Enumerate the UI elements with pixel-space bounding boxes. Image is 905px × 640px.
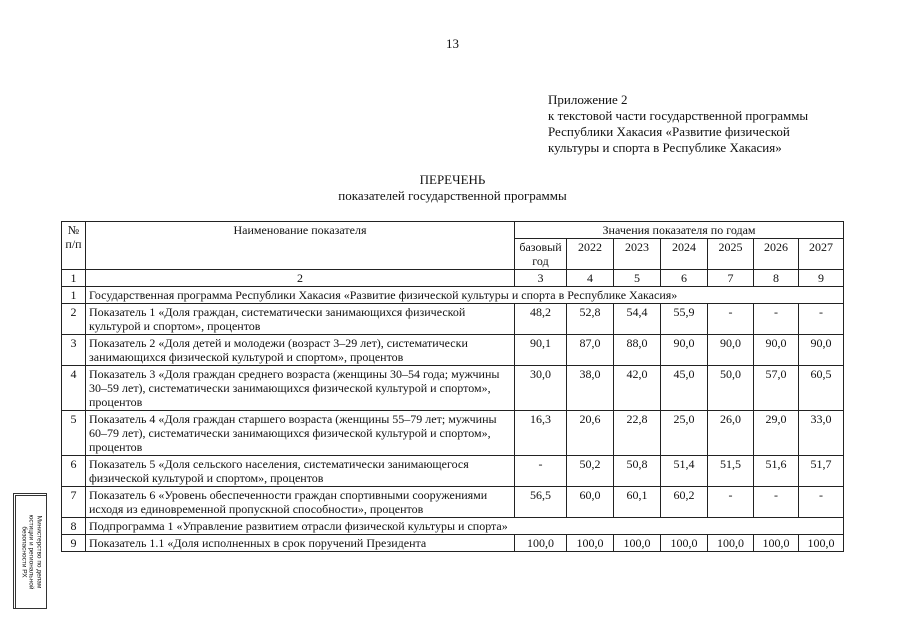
- value-cell: 16,3: [515, 411, 567, 456]
- value-cell: 90,0: [754, 335, 799, 366]
- appendix-line: Республики Хакасия «Развитие физической: [548, 124, 790, 139]
- row-num: 6: [62, 456, 86, 487]
- header-year: 2022: [567, 239, 614, 270]
- value-cell: 50,8: [614, 456, 661, 487]
- row-num: 1: [62, 287, 86, 304]
- stamp-line: юстиции и региональной: [27, 514, 35, 590]
- section-title: Государственная программа Республики Хакасия «Развитие физической культуры и спорта в Республике Хакасия»: [86, 287, 844, 304]
- row-num: 7: [62, 487, 86, 518]
- header-year: базовый год: [515, 239, 567, 270]
- column-number: 2: [86, 270, 515, 287]
- stamp-line: безопасности РХ: [20, 526, 28, 578]
- value-cell: -: [754, 304, 799, 335]
- value-cell: 52,8: [567, 304, 614, 335]
- page-number: 13: [446, 36, 459, 51]
- indicator-name: Показатель 1 «Доля граждан, систематически занимающихся физической культурой и спортом», процентов: [86, 304, 515, 335]
- title-main: ПЕРЕЧЕНЬ: [419, 172, 486, 187]
- row-num: 4: [62, 366, 86, 411]
- value-cell: 100,0: [708, 535, 754, 552]
- value-cell: 87,0: [567, 335, 614, 366]
- indicator-name: Показатель 1.1 «Доля исполненных в срок поручений Президента: [86, 535, 515, 552]
- title-sub: показателей государственной программы: [338, 188, 567, 203]
- column-number: 8: [754, 270, 799, 287]
- stamp-text: [20, 498, 43, 606]
- indicator-name: Показатель 4 «Доля граждан старшего возраста (женщины 55–79 лет; мужчины 60–79 лет), систематически занимающихся физической культурой и спортом», процентов: [86, 411, 515, 456]
- row-num: 9: [62, 535, 86, 552]
- table-row: [62, 366, 844, 411]
- section-row: [62, 518, 844, 535]
- value-cell: 42,0: [614, 366, 661, 411]
- value-cell: 50,2: [567, 456, 614, 487]
- row-num: 2: [62, 304, 86, 335]
- value-cell: -: [799, 487, 844, 518]
- header-year: 2024: [661, 239, 708, 270]
- value-cell: 51,4: [661, 456, 708, 487]
- header-row: [62, 222, 844, 239]
- indicator-name: Показатель 6 «Уровень обеспеченности граждан спортивными сооружениями исходя из единовременной пропускной способности», процентов: [86, 487, 515, 518]
- value-cell: 60,1: [614, 487, 661, 518]
- indicators-table: [61, 221, 844, 552]
- value-cell: 100,0: [754, 535, 799, 552]
- value-cell: 88,0: [614, 335, 661, 366]
- appendix-block: [548, 92, 808, 156]
- header-year: 2025: [708, 239, 754, 270]
- value-cell: 55,9: [661, 304, 708, 335]
- column-number: 5: [614, 270, 661, 287]
- value-cell: 100,0: [799, 535, 844, 552]
- header-year: 2027: [799, 239, 844, 270]
- value-cell: 60,0: [567, 487, 614, 518]
- value-cell: 60,2: [661, 487, 708, 518]
- value-cell: 29,0: [754, 411, 799, 456]
- value-cell: 90,0: [661, 335, 708, 366]
- header-name: Наименование показателя: [86, 222, 515, 270]
- column-number: 1: [62, 270, 86, 287]
- appendix-line: культуры и спорта в Республике Хакасия»: [548, 140, 782, 155]
- indicator-name: Показатель 3 «Доля граждан среднего возраста (женщины 30–54 года; мужчины 30–59 лет), систематически занимающихся физической культурой и спортом», процентов: [86, 366, 515, 411]
- row-num: 3: [62, 335, 86, 366]
- value-cell: -: [708, 304, 754, 335]
- column-number: 7: [708, 270, 754, 287]
- value-cell: 50,0: [708, 366, 754, 411]
- value-cell: 20,6: [567, 411, 614, 456]
- value-cell: 51,7: [799, 456, 844, 487]
- value-cell: 90,0: [799, 335, 844, 366]
- value-cell: 51,6: [754, 456, 799, 487]
- stamp-line: Министерство по делам: [35, 515, 43, 589]
- row-num: 8: [62, 518, 86, 535]
- value-cell: 33,0: [799, 411, 844, 456]
- appendix-line: Приложение 2: [548, 92, 628, 107]
- column-number: 6: [661, 270, 708, 287]
- value-cell: -: [754, 487, 799, 518]
- table-row: [62, 304, 844, 335]
- value-cell: 56,5: [515, 487, 567, 518]
- column-number: 3: [515, 270, 567, 287]
- value-cell: 100,0: [614, 535, 661, 552]
- table-row: [62, 335, 844, 366]
- value-cell: -: [515, 456, 567, 487]
- row-num: 5: [62, 411, 86, 456]
- value-cell: 60,5: [799, 366, 844, 411]
- value-cell: 48,2: [515, 304, 567, 335]
- column-number: 9: [799, 270, 844, 287]
- registration-stamp: [13, 493, 47, 609]
- value-cell: -: [799, 304, 844, 335]
- value-cell: 51,5: [708, 456, 754, 487]
- table-row: [62, 456, 844, 487]
- value-cell: 25,0: [661, 411, 708, 456]
- header-year: 2026: [754, 239, 799, 270]
- document-title: [0, 172, 905, 204]
- section-title: Подпрограмма 1 «Управление развитием отрасли физической культуры и спорта»: [86, 518, 844, 535]
- column-number: 4: [567, 270, 614, 287]
- value-cell: 38,0: [567, 366, 614, 411]
- value-cell: 54,4: [614, 304, 661, 335]
- section-row: [62, 287, 844, 304]
- value-cell: 90,1: [515, 335, 567, 366]
- value-cell: 100,0: [661, 535, 708, 552]
- indicator-name: Показатель 2 «Доля детей и молодежи (возраст 3–29 лет), систематически занимающихся физической культурой и спортом», процентов: [86, 335, 515, 366]
- header-values: Значения показателя по годам: [515, 222, 844, 239]
- table-row: [62, 487, 844, 518]
- value-cell: 45,0: [661, 366, 708, 411]
- column-numbers-row: [62, 270, 844, 287]
- value-cell: -: [708, 487, 754, 518]
- appendix-line: к текстовой части государственной программы: [548, 108, 809, 123]
- value-cell: 22,8: [614, 411, 661, 456]
- stamp-frame: [15, 495, 47, 609]
- value-cell: 100,0: [567, 535, 614, 552]
- table-row: [62, 411, 844, 456]
- header-year: 2023: [614, 239, 661, 270]
- value-cell: 30,0: [515, 366, 567, 411]
- value-cell: 90,0: [708, 335, 754, 366]
- table-row: [62, 535, 844, 552]
- value-cell: 100,0: [515, 535, 567, 552]
- indicator-name: Показатель 5 «Доля сельского населения, систематически занимающегося физической культурой и спортом», процентов: [86, 456, 515, 487]
- header-num: № п/п: [62, 222, 86, 270]
- value-cell: 26,0: [708, 411, 754, 456]
- value-cell: 57,0: [754, 366, 799, 411]
